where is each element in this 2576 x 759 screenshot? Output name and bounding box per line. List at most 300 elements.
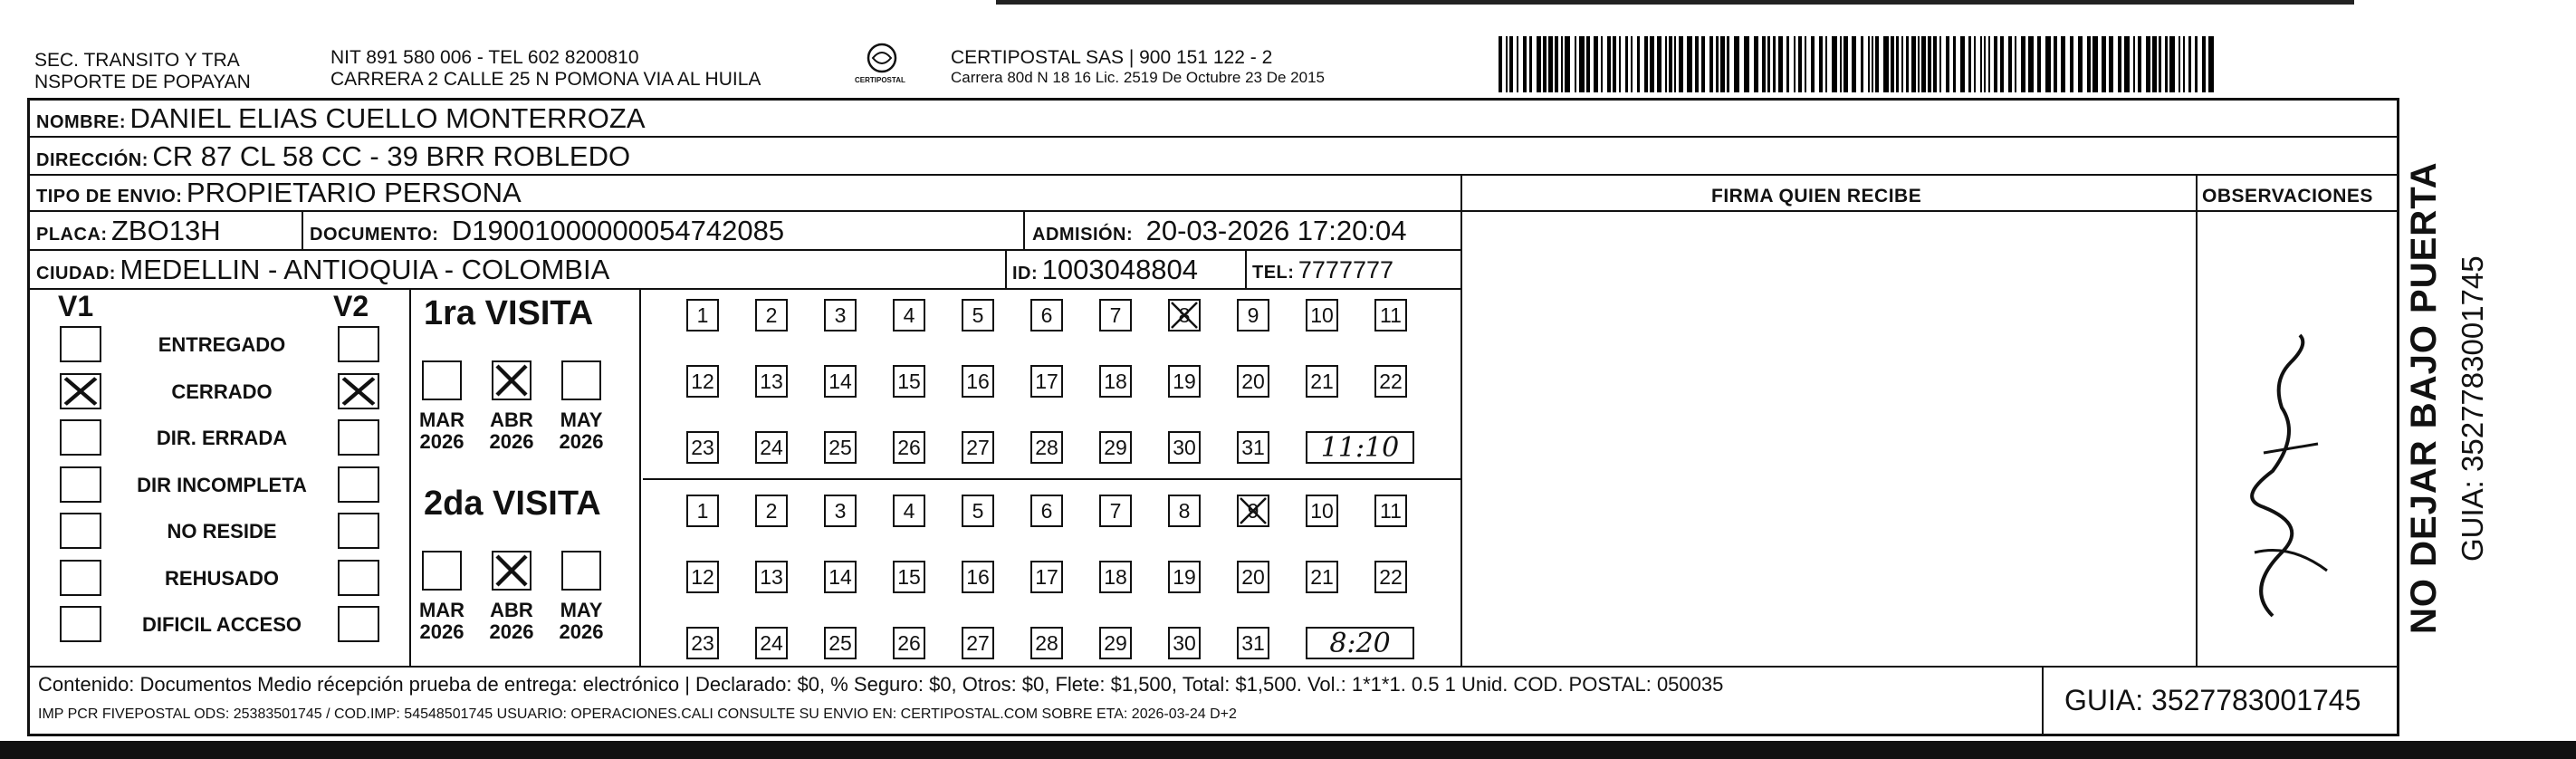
- day-number: 29: [1104, 435, 1127, 459]
- day-number: 31: [1241, 630, 1265, 655]
- status-v2-checkbox[interactable]: [338, 326, 379, 362]
- v2-label: V2: [333, 290, 369, 322]
- placa-row: [36, 215, 221, 253]
- barcode-bar: [2138, 36, 2141, 92]
- barcode-bar: [2008, 36, 2012, 92]
- barcode: [1499, 36, 2223, 95]
- barcode-bar: [2037, 36, 2041, 92]
- day-box[interactable]: [824, 495, 857, 527]
- day-box[interactable]: [686, 495, 719, 527]
- day-number: 5: [972, 303, 984, 327]
- barcode-bar: [1861, 36, 1863, 92]
- barcode-bar: [1767, 36, 1770, 92]
- day-box[interactable]: [1168, 561, 1201, 593]
- month-year: 2026: [559, 430, 604, 453]
- barcode-bar: [2179, 36, 2180, 92]
- visit-time-box[interactable]: [1306, 431, 1414, 464]
- barcode-bar: [2202, 36, 2206, 92]
- carrier-line1: CERTIPOSTAL SAS | 900 151 122 - 2: [951, 47, 1273, 68]
- barcode-bar: [1852, 36, 1856, 92]
- documento-label: DOCUMENTO:: [310, 225, 439, 245]
- status-v2-checkbox[interactable]: [338, 419, 379, 456]
- day-number: 25: [828, 630, 852, 655]
- status-v2-checkbox[interactable]: [338, 373, 379, 409]
- barcode-bar: [1657, 36, 1661, 92]
- status-v1-checkbox[interactable]: [60, 373, 101, 409]
- status-v2-checkbox[interactable]: [338, 560, 379, 596]
- col-line: [1245, 249, 1247, 288]
- barcode-bar: [1579, 36, 1585, 92]
- barcode-bar: [1794, 36, 1796, 92]
- barcode-bar: [2118, 36, 2121, 92]
- barcode-bar: [1575, 36, 1576, 92]
- sender-line1: SEC. TRANSITO Y TRA: [34, 50, 240, 71]
- day-number: 12: [691, 564, 714, 589]
- month-checkbox[interactable]: [561, 551, 601, 591]
- barcode-bar: [1607, 36, 1611, 92]
- day-box[interactable]: [686, 365, 719, 398]
- day-box[interactable]: [755, 299, 788, 331]
- visit-time-box[interactable]: [1306, 627, 1414, 659]
- barcode-bar: [1644, 36, 1648, 92]
- day-box[interactable]: [755, 561, 788, 593]
- day-number: 2: [765, 303, 778, 327]
- barcode-bar: [1825, 36, 1827, 92]
- barcode-bar: [1778, 36, 1783, 92]
- status-v2-checkbox[interactable]: [338, 606, 379, 642]
- col-line: [302, 210, 303, 249]
- day-number: 9: [1247, 303, 1259, 327]
- nit-line2: CARRERA 2 CALLE 25 N POMONA VIA AL HUILA: [330, 69, 761, 90]
- day-box[interactable]: [1030, 627, 1063, 659]
- day-number: 14: [828, 564, 852, 589]
- day-box[interactable]: [893, 627, 925, 659]
- month-checkbox[interactable]: [561, 360, 601, 400]
- barcode-bar: [1974, 36, 1976, 92]
- status-label: DIR. ERRADA: [156, 427, 288, 449]
- day-box[interactable]: [1030, 365, 1063, 398]
- admision-row: [1032, 215, 1406, 253]
- day-number: 7: [1109, 498, 1122, 523]
- nombre-label: NOMBRE:: [36, 112, 127, 132]
- barcode-bar: [1868, 36, 1870, 92]
- day-box[interactable]: [1374, 365, 1407, 398]
- day-number: 4: [903, 498, 915, 523]
- day-number: 30: [1173, 630, 1196, 655]
- day-number: 10: [1310, 303, 1334, 327]
- day-number: 17: [1035, 369, 1058, 393]
- col-line: [2042, 666, 2044, 736]
- barcode-bar: [1631, 36, 1633, 92]
- barcode-bar: [1840, 36, 1842, 92]
- barcode-bar: [2183, 36, 2185, 92]
- nit-block: [330, 47, 761, 91]
- day-number: 15: [897, 564, 921, 589]
- month-checkbox[interactable]: [422, 551, 462, 591]
- day-box[interactable]: [1237, 365, 1269, 398]
- barcode-bar: [1896, 36, 1899, 92]
- barcode-bar: [1921, 36, 1926, 92]
- tel-value: 7777777: [1298, 256, 1394, 283]
- visit-time: 8:20: [1329, 627, 1391, 659]
- day-number: 26: [897, 630, 921, 655]
- status-v2-checkbox[interactable]: [338, 466, 379, 503]
- barcode-bar: [1650, 36, 1654, 92]
- day-number: 16: [966, 564, 990, 589]
- day-number: 28: [1035, 435, 1058, 459]
- day-number: 3: [834, 303, 847, 327]
- admision-label: ADMISIÓN:: [1032, 225, 1134, 245]
- barcode-bar: [1811, 36, 1815, 92]
- scan-edge-top: [996, 0, 2354, 5]
- barcode-bar: [2045, 36, 2051, 92]
- month-name: MAR: [418, 599, 465, 621]
- scan-edge-bottom: [0, 741, 2576, 759]
- barcode-bar: [2159, 36, 2161, 92]
- day-box[interactable]: [1099, 495, 1132, 527]
- barcode-bar: [1946, 36, 1949, 92]
- day-number: 19: [1173, 369, 1196, 393]
- day-box[interactable]: [824, 561, 857, 593]
- footer-guia-box: GUIA: 3527783001745: [2064, 684, 2361, 716]
- day-number: 23: [691, 435, 714, 459]
- day-number: 27: [966, 630, 990, 655]
- barcode-bar: [1674, 36, 1676, 92]
- day-number: 14: [828, 369, 852, 393]
- day-box[interactable]: [755, 627, 788, 659]
- barcode-bar: [1709, 36, 1713, 92]
- day-box[interactable]: [1099, 561, 1132, 593]
- day-box[interactable]: [1237, 561, 1269, 593]
- tipo-envio-value: PROPIETARIO PERSONA: [186, 177, 522, 208]
- day-number: 7: [1109, 303, 1122, 327]
- status-v2-checkbox[interactable]: [338, 513, 379, 549]
- day-box[interactable]: [1306, 561, 1338, 593]
- barcode-bar: [1695, 36, 1699, 92]
- day-box[interactable]: [1237, 627, 1269, 659]
- barcode-bar: [1933, 36, 1937, 92]
- day-number: 22: [1379, 369, 1403, 393]
- documento-value: D19001000000054742085: [451, 215, 785, 246]
- barcode-bar: [2109, 36, 2113, 92]
- barcode-bar: [2133, 36, 2135, 92]
- status-v1-checkbox[interactable]: [60, 419, 101, 456]
- barcode-bar: [1798, 36, 1802, 92]
- ciudad-value: MEDELLIN - ANTIOQUIA - COLOMBIA: [120, 254, 610, 285]
- day-box[interactable]: [1030, 431, 1063, 464]
- x-mark-icon: [493, 362, 530, 399]
- day-number: 26: [897, 435, 921, 459]
- day-box[interactable]: [1374, 561, 1407, 593]
- barcode-bar: [1565, 36, 1570, 92]
- day-number: 11: [1380, 498, 1402, 523]
- barcode-bar: [2078, 36, 2083, 92]
- day-number: 10: [1310, 498, 1334, 523]
- nombre-row: [36, 102, 646, 140]
- day-box[interactable]: [962, 561, 994, 593]
- month-checkbox[interactable]: [492, 551, 531, 591]
- firma-label: FIRMA QUIEN RECIBE: [1711, 186, 1922, 207]
- day-box[interactable]: [962, 365, 994, 398]
- barcode-bar: [1529, 36, 1532, 92]
- tel-label: TEL:: [1252, 263, 1295, 283]
- day-box[interactable]: [1168, 365, 1201, 398]
- month-label: [554, 600, 608, 643]
- status-label: DIFICIL ACCESO: [141, 613, 302, 636]
- documento-row: [310, 215, 784, 253]
- barcode-bar: [1543, 36, 1547, 92]
- barcode-bar: [1716, 36, 1719, 92]
- tel-row: [1252, 254, 1393, 291]
- day-box[interactable]: [1237, 495, 1269, 527]
- status-v1-checkbox[interactable]: [60, 560, 101, 596]
- day-number: 18: [1104, 369, 1127, 393]
- barcode-bar: [2124, 36, 2130, 92]
- placa-label: PLACA:: [36, 225, 108, 245]
- barcode-bar: [1805, 36, 1806, 92]
- day-number: 2: [765, 498, 778, 523]
- barcode-bar: [1872, 36, 1873, 92]
- day-box[interactable]: [1099, 365, 1132, 398]
- day-box[interactable]: [824, 431, 857, 464]
- day-number: 6: [1040, 498, 1053, 523]
- side-guia-text: GUIA: 3527783001745: [2456, 255, 2489, 562]
- day-number: 4: [903, 303, 915, 327]
- x-mark-icon: [340, 375, 378, 408]
- barcode-bar: [1953, 36, 1956, 92]
- day-box[interactable]: [1306, 365, 1338, 398]
- sender-line2: NSPORTE DE POPAYAN: [34, 72, 251, 92]
- scan-edge-right: [2517, 0, 2571, 759]
- day-box[interactable]: [755, 495, 788, 527]
- day-box[interactable]: [1374, 495, 1407, 527]
- day-box[interactable]: [962, 495, 994, 527]
- status-label: ENTREGADO: [158, 333, 286, 356]
- id-row: [1012, 254, 1198, 292]
- barcode-bar: [2208, 36, 2214, 92]
- month-name: MAY: [560, 408, 603, 431]
- barcode-bar: [1637, 36, 1640, 92]
- day-box[interactable]: [893, 365, 925, 398]
- day-mark-icon: [1237, 495, 1269, 527]
- ciudad-label: CIUDAD:: [36, 264, 116, 283]
- barcode-bar: [1687, 36, 1692, 92]
- day-box[interactable]: [1099, 431, 1132, 464]
- barcode-bar: [2015, 36, 2016, 92]
- day-number: 24: [760, 435, 783, 459]
- certipostal-logo: [855, 42, 905, 91]
- status-label: NO RESIDE: [167, 520, 277, 543]
- day-box[interactable]: [824, 299, 857, 331]
- barcode-bar: [1625, 36, 1628, 92]
- admision-value: 20-03-2026 17:20:04: [1145, 215, 1407, 246]
- day-box[interactable]: [1168, 627, 1201, 659]
- day-box[interactable]: [1306, 495, 1338, 527]
- barcode-bar: [2028, 36, 2034, 92]
- status-v1-checkbox[interactable]: [60, 326, 101, 362]
- month-year: 2026: [489, 430, 534, 453]
- day-box[interactable]: [893, 431, 925, 464]
- tipo-envio-label: TIPO DE ENVIO:: [36, 187, 183, 207]
- barcode-bar: [1665, 36, 1667, 92]
- day-box[interactable]: [1030, 561, 1063, 593]
- barcode-bar: [1773, 36, 1776, 92]
- barcode-bar: [1939, 36, 1941, 92]
- footer-imp: IMP PCR FIVEPOSTAL ODS: 25383501745 / COD.IMP: 54548501745 USUARIO: OPERACIONES.CALI CONSULTE SU ENVIO EN: CERTIPOSTAL.COM SOBRE ETA: 2026-03-24 D+2: [38, 706, 1237, 722]
- day-number: 30: [1173, 435, 1196, 459]
- barcode-bar: [2092, 36, 2098, 92]
- day-box[interactable]: [893, 299, 925, 331]
- day-box[interactable]: [1099, 627, 1132, 659]
- barcode-bar: [1994, 36, 1997, 92]
- day-number: 20: [1241, 564, 1265, 589]
- id-label: ID:: [1012, 264, 1039, 283]
- day-box[interactable]: [1168, 431, 1201, 464]
- barcode-bar: [1734, 36, 1739, 92]
- barcode-bar: [2000, 36, 2004, 92]
- day-number: 31: [1241, 435, 1265, 459]
- day-box[interactable]: [1168, 495, 1201, 527]
- barcode-bar: [1883, 36, 1889, 92]
- status-label: DIR INCOMPLETA: [137, 473, 307, 496]
- status-v1-checkbox[interactable]: [60, 513, 101, 549]
- barcode-bar: [1928, 36, 1931, 92]
- day-box[interactable]: [893, 561, 925, 593]
- barcode-bar: [1586, 36, 1590, 92]
- barcode-bar: [1537, 36, 1541, 92]
- direccion-value: CR 87 CL 58 CC - 39 BRR ROBLEDO: [152, 140, 631, 172]
- barcode-bar: [1701, 36, 1705, 92]
- month-checkbox[interactable]: [492, 360, 531, 400]
- barcode-bar: [1744, 36, 1749, 92]
- month-label: [415, 600, 469, 643]
- day-box[interactable]: [686, 431, 719, 464]
- barcode-bar: [1601, 36, 1603, 92]
- day-box[interactable]: [962, 627, 994, 659]
- day-number: 16: [966, 369, 990, 393]
- barcode-bar: [1727, 36, 1729, 92]
- col-line: [639, 288, 641, 666]
- month-label: [415, 409, 469, 453]
- day-box[interactable]: [1237, 299, 1269, 331]
- col-line: [1023, 210, 1025, 249]
- day-number: 22: [1379, 564, 1403, 589]
- month-year: 2026: [419, 620, 464, 643]
- barcode-bar: [2152, 36, 2157, 92]
- day-number: 19: [1173, 564, 1196, 589]
- month-label: [484, 600, 539, 643]
- barcode-bar: [1901, 36, 1903, 92]
- day-number: 25: [828, 435, 852, 459]
- day-box[interactable]: [1030, 495, 1063, 527]
- footer-contenido: Contenido: Documentos Medio récepción prueba de entrega: electrónico | Declarado: $0, % Seguro: $0, Otros: $0, Flete: $1,500, Total: $1,500. Vol.: 1*1*1. 0.5 1 Unid. COD. POSTAL: 050035: [38, 673, 1724, 696]
- day-box[interactable]: [1030, 299, 1063, 331]
- barcode-bar: [2021, 36, 2025, 92]
- day-number: 13: [760, 369, 783, 393]
- v1-label: V1: [58, 290, 94, 322]
- day-number: 20: [1241, 369, 1265, 393]
- day-box[interactable]: [686, 627, 719, 659]
- no-dejar-text: NO DEJAR BAJO PUERTA: [2404, 161, 2444, 634]
- status-v1-checkbox[interactable]: [60, 606, 101, 642]
- month-label: [484, 409, 539, 453]
- barcode-bar: [1506, 36, 1508, 92]
- barcode-bar: [2070, 36, 2073, 92]
- day-number: 11: [1380, 303, 1402, 327]
- barcode-bar: [1960, 36, 1965, 92]
- barcode-bar: [2087, 36, 2091, 92]
- barcode-bar: [1517, 36, 1518, 92]
- month-label: [554, 409, 608, 453]
- day-number: 15: [897, 369, 921, 393]
- day-number: 3: [834, 498, 847, 523]
- day-number: 6: [1040, 303, 1053, 327]
- barcode-bar: [1762, 36, 1766, 92]
- barcode-bar: [1561, 36, 1563, 92]
- direccion-label: DIRECCIÓN:: [36, 150, 148, 170]
- barcode-bar: [1984, 36, 1986, 92]
- placa-value: ZBO13H: [111, 215, 221, 246]
- day-number: 21: [1310, 564, 1334, 589]
- barcode-bar: [2195, 36, 2198, 92]
- day-box[interactable]: [686, 299, 719, 331]
- barcode-bar: [1523, 36, 1527, 92]
- day-box[interactable]: [755, 365, 788, 398]
- barcode-bar: [1669, 36, 1672, 92]
- month-name: MAY: [560, 599, 603, 621]
- visit2-title: 2da VISITA: [424, 485, 601, 523]
- status-v1-checkbox[interactable]: [60, 466, 101, 503]
- day-number: 5: [972, 498, 984, 523]
- visit-time: 11:10: [1320, 431, 1400, 464]
- barcode-bar: [1911, 36, 1916, 92]
- day-box[interactable]: [1099, 299, 1132, 331]
- barcode-bar: [2169, 36, 2175, 92]
- day-box[interactable]: [1306, 299, 1338, 331]
- day-box[interactable]: [962, 299, 994, 331]
- day-box[interactable]: [962, 431, 994, 464]
- observaciones-label: OBSERVACIONES: [2202, 186, 2373, 207]
- day-box[interactable]: [824, 365, 857, 398]
- day-box[interactable]: [1374, 299, 1407, 331]
- month-checkbox[interactable]: [422, 360, 462, 400]
- ciudad-row: [36, 254, 609, 292]
- month-year: 2026: [489, 620, 534, 643]
- barcode-bar: [1891, 36, 1894, 92]
- day-number: 12: [691, 369, 714, 393]
- barcode-bar: [1980, 36, 1982, 92]
- day-box[interactable]: [686, 561, 719, 593]
- day-number: 18: [1104, 564, 1127, 589]
- day-box[interactable]: [1168, 299, 1201, 331]
- month-name: MAR: [418, 408, 465, 431]
- day-number: 13: [760, 564, 783, 589]
- nombre-value: DANIEL ELIAS CUELLO MONTERROZA: [129, 102, 646, 134]
- barcode-bar: [1918, 36, 1920, 92]
- day-number: 17: [1035, 564, 1058, 589]
- logo-text: CERTIPOSTAL: [855, 76, 905, 84]
- barcode-bar: [1754, 36, 1758, 92]
- day-box[interactable]: [755, 431, 788, 464]
- barcode-bar: [1875, 36, 1879, 92]
- barcode-bar: [1619, 36, 1621, 92]
- day-box[interactable]: [824, 627, 857, 659]
- carrier-line2: Carrera 80d N 18 16 Lic. 2519 De Octubre 23 De 2015: [951, 69, 1325, 86]
- barcode-bar: [1509, 36, 1513, 92]
- day-box[interactable]: [893, 495, 925, 527]
- direccion-row: [36, 140, 630, 178]
- day-box[interactable]: [1237, 431, 1269, 464]
